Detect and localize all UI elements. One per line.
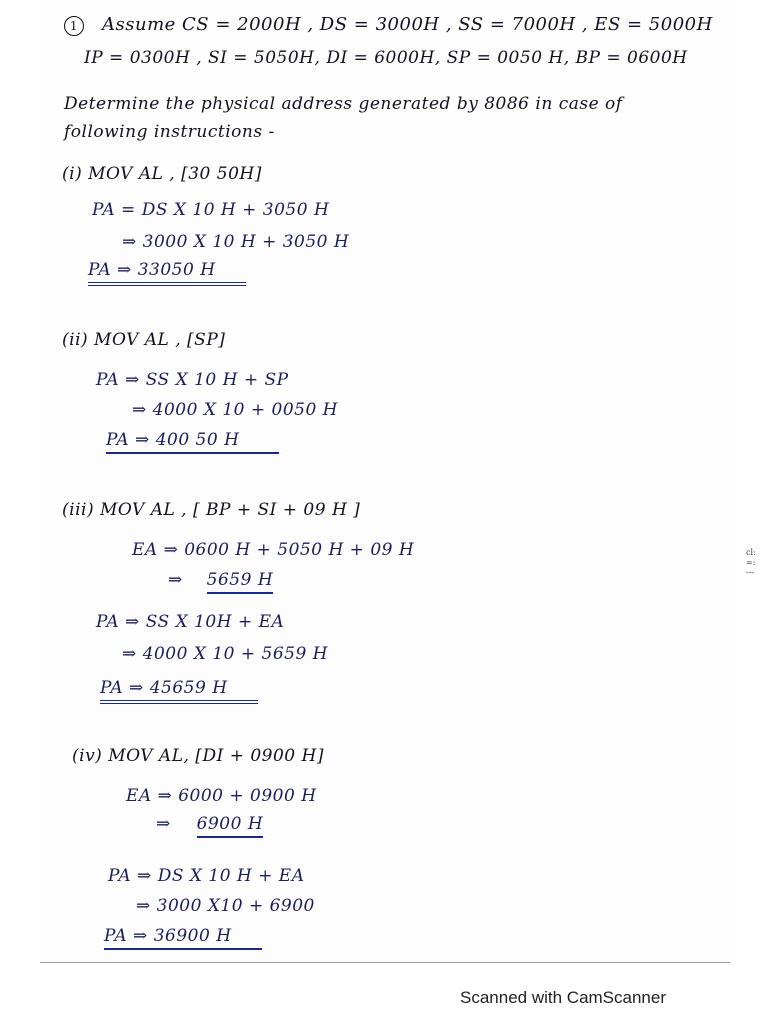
part-3-step-1: PA ⇒ SS X 10H + EA bbox=[96, 612, 285, 632]
part-3-ea-result: 5659 H bbox=[207, 570, 274, 594]
part-4-step-1: PA ⇒ DS X 10 H + EA bbox=[108, 866, 305, 886]
part-2-step-2: ⇒ 4000 X 10 + 0050 H bbox=[132, 400, 338, 420]
part-1-step-1: PA = DS X 10 H + 3050 H bbox=[92, 200, 330, 220]
part-4-label: (iv) MOV AL, [DI + 0900 H] bbox=[72, 746, 324, 766]
part-4-ea-step-1: EA ⇒ 6000 + 0900 H bbox=[126, 786, 317, 806]
camscanner-watermark: Scanned with CamScanner bbox=[460, 988, 667, 1007]
margin-mark: cl: =: --- bbox=[746, 548, 756, 577]
question-line-1: Determine the physical address generated by 8086 in case of bbox=[64, 94, 623, 114]
part-2-step-1: PA ⇒ SS X 10 H + SP bbox=[96, 370, 289, 390]
part-3-ea-step-1: EA ⇒ 0600 H + 5050 H + 09 H bbox=[132, 540, 415, 560]
part-1-step-2: ⇒ 3000 X 10 H + 3050 H bbox=[122, 232, 350, 252]
question-number: 1 bbox=[64, 16, 84, 36]
scanned-page bbox=[40, 0, 756, 963]
part-1-label: (i) MOV AL , [30 50H] bbox=[62, 164, 262, 184]
question-line-2: following instructions - bbox=[64, 122, 275, 142]
header-line-2: IP = 0300H , SI = 5050H, DI = 6000H, SP = 0050 H, BP = 0600H bbox=[84, 48, 688, 68]
part-4-ea-result: 6900 H bbox=[197, 814, 264, 838]
header-line-1: 1 Assume CS = 2000H , DS = 3000H , SS = 7000H , ES = 5000H bbox=[64, 14, 713, 36]
part-2-result: PA ⇒ 400 50 H bbox=[106, 430, 279, 450]
part-3-ea-step-2: ⇒ 5659 H bbox=[168, 570, 273, 590]
part-4-ea-step-2: ⇒ 6900 H bbox=[156, 814, 263, 834]
part-3-step-2: ⇒ 4000 X 10 + 5659 H bbox=[122, 644, 328, 664]
part-1-result: PA ⇒ 33050 H bbox=[88, 260, 246, 280]
part-3-result: PA ⇒ 45659 H bbox=[100, 678, 258, 698]
part-4-result: PA ⇒ 36900 H bbox=[104, 926, 262, 946]
part-2-label: (ii) MOV AL , [SP] bbox=[62, 330, 226, 350]
part-4-step-2: ⇒ 3000 X10 + 6900 bbox=[136, 896, 315, 916]
part-3-label: (iii) MOV AL , [ BP + SI + 09 H ] bbox=[62, 500, 361, 520]
